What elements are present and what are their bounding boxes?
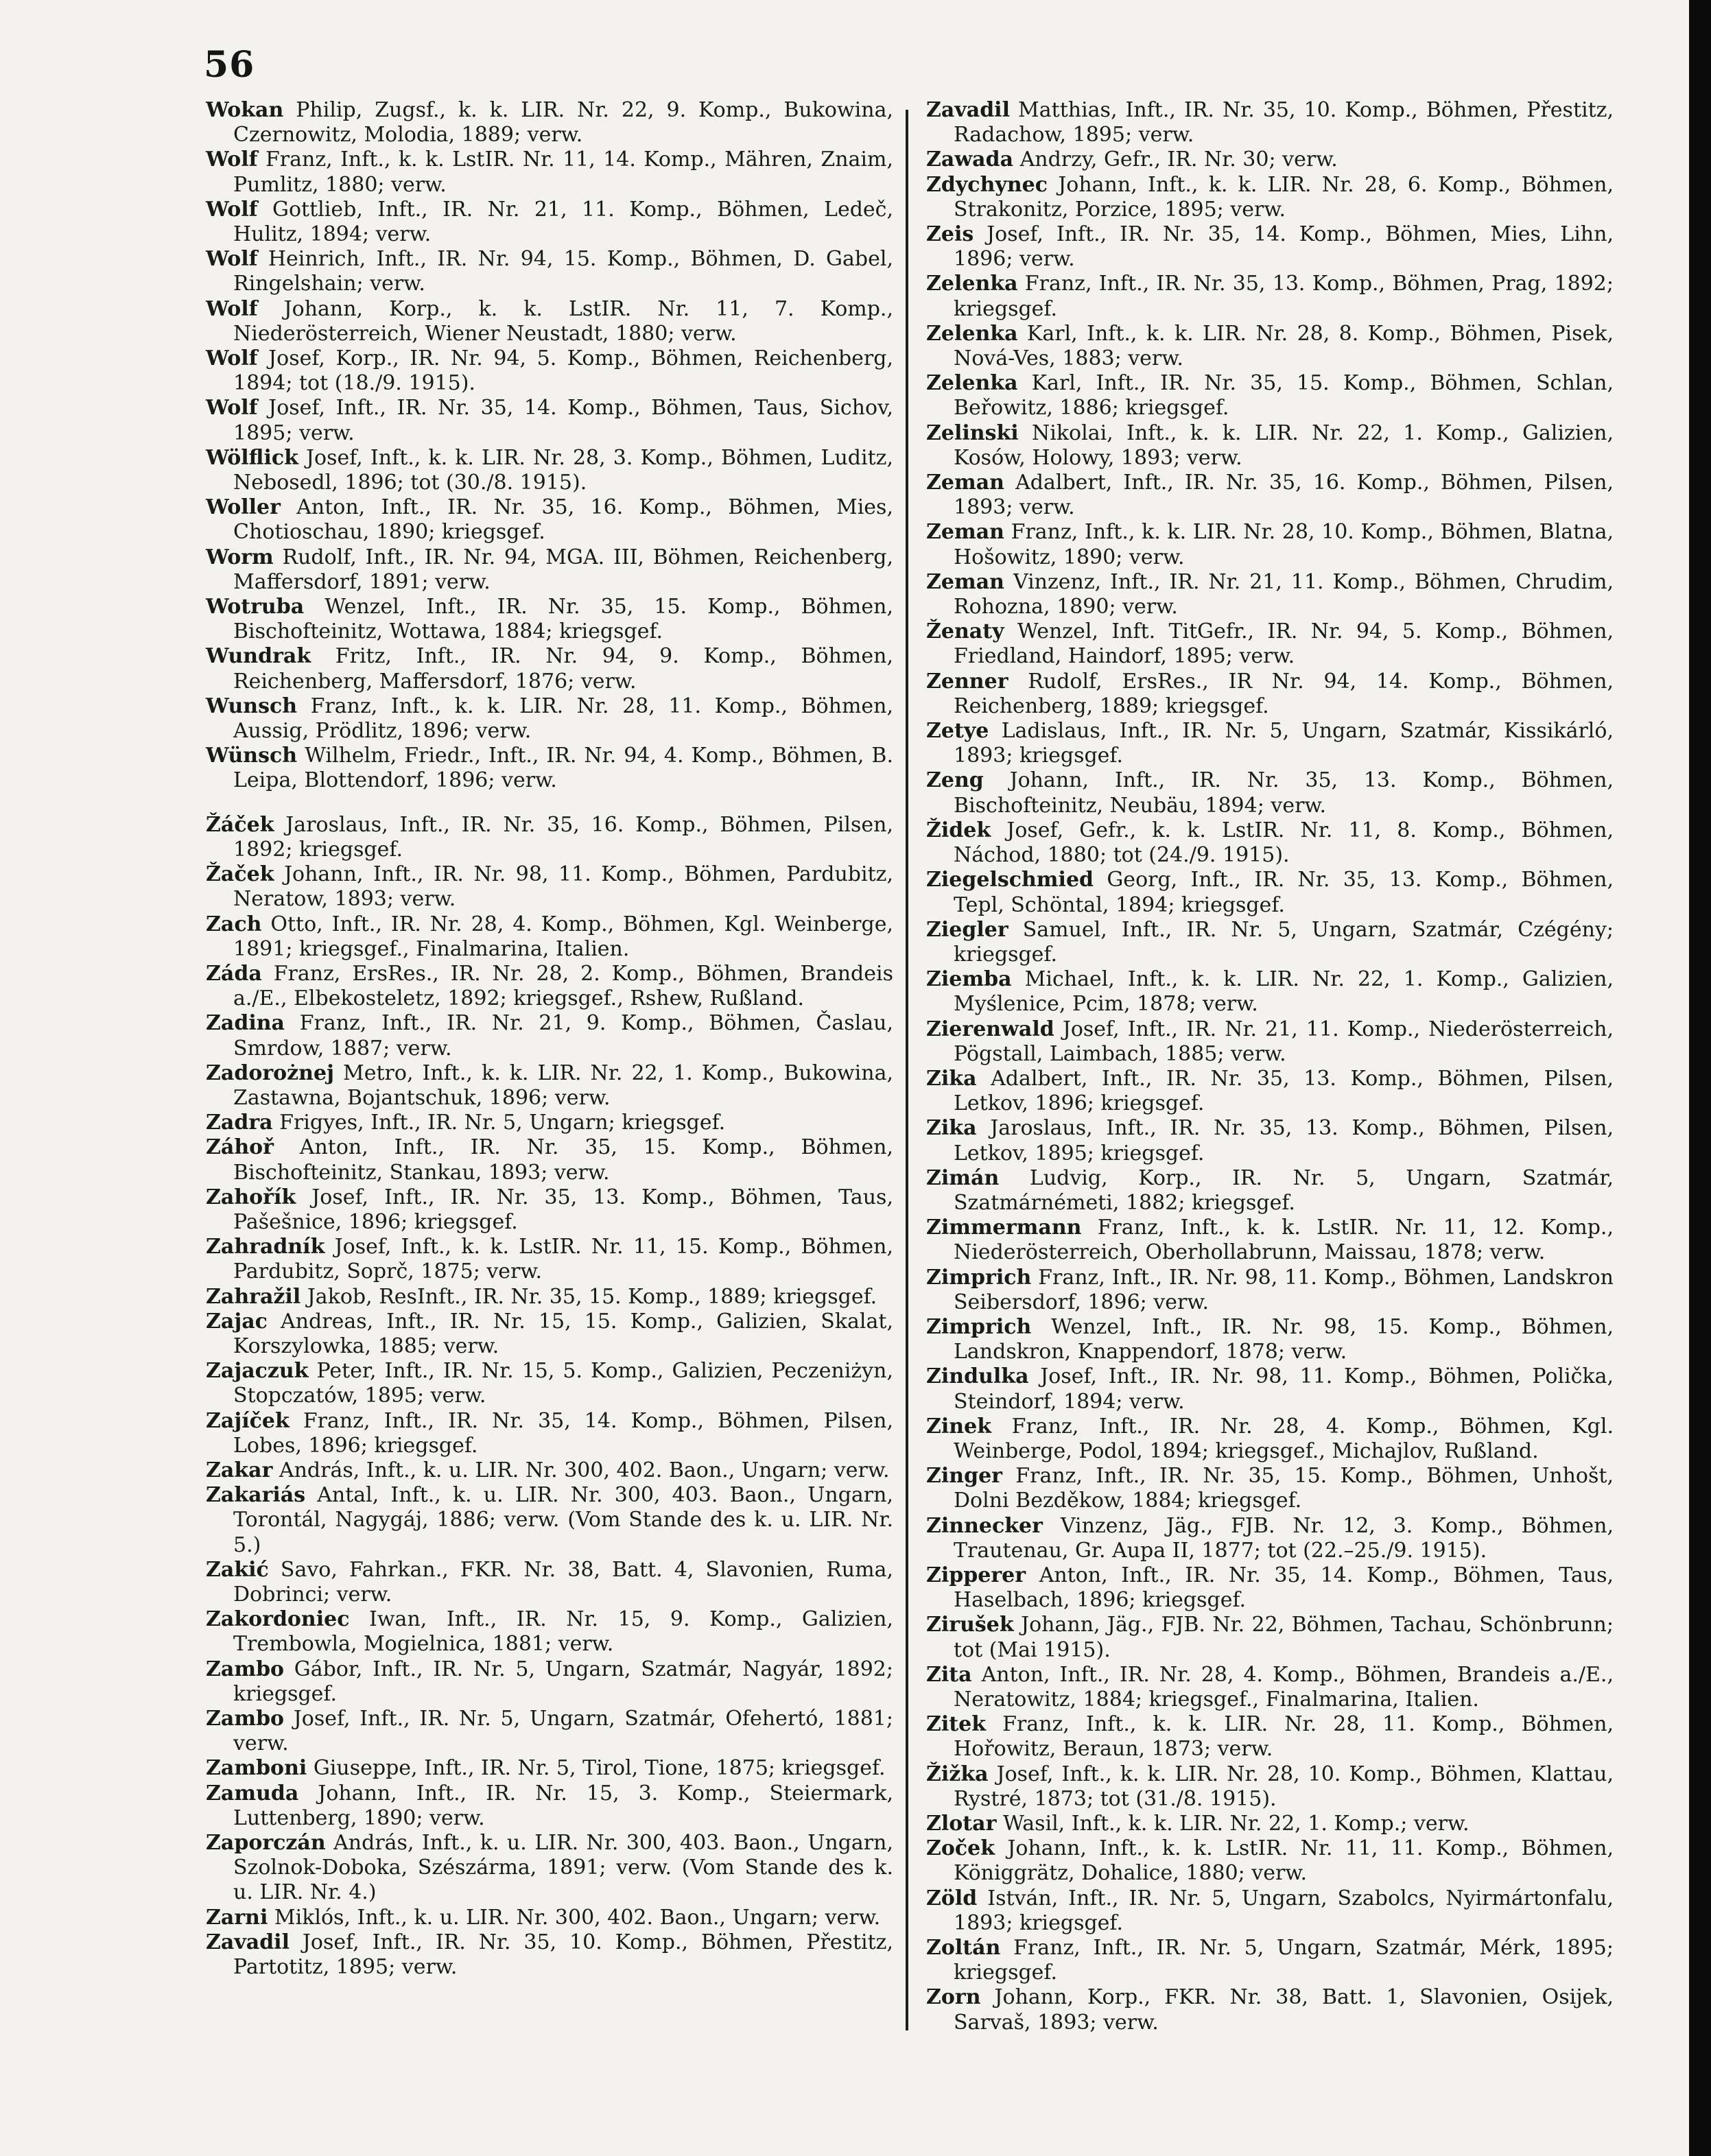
roster-entry — [206, 1359, 893, 1408]
left-column — [206, 98, 893, 1980]
entry-details: Rudolf, Inft., IR. Nr. 94, MGA. III, Böhmen, Reichenberg, Maffersdorf, 1891; verw. — [233, 545, 893, 594]
entry-surname: Worm — [206, 545, 274, 569]
entry-details: István, Inft., IR. Nr. 5, Ungarn, Szabolcs, Nyirmártonfalu, 1893; kriegsgef. — [954, 1886, 1614, 1935]
entry-surname: Wolf — [206, 296, 258, 321]
roster-entry — [926, 1266, 1614, 1315]
entry-surname: Zinek — [926, 1414, 991, 1438]
entry-surname: Zeis — [926, 222, 974, 247]
roster-entry — [206, 147, 893, 197]
entry-details: Franz, Inft., IR. Nr. 35, 13. Komp., Böhmen, Prag, 1892; kriegsgef. — [954, 272, 1614, 321]
entry-surname: Záhoř — [206, 1135, 274, 1160]
entry-details: Josef, Inft., IR. Nr. 21, 11. Komp., Niederösterreich, Pögstall, Laimbach, 1885; verw. — [954, 1017, 1614, 1066]
left-column-z-entries — [206, 813, 893, 1980]
entry-surname: Zimprich — [926, 1314, 1032, 1339]
entry-details: Gottlieb, Inft., IR. Nr. 21, 11. Komp., Böhmen, Ledeč, Hulitz, 1894; verw. — [233, 197, 893, 247]
entry-details: András, Inft., k. u. LIR. Nr. 300, 402. Baon., Ungarn; verw. — [279, 1458, 890, 1482]
entry-details: Ludvig, Korp., IR. Nr. 5, Ungarn, Szatmár, Szatmárnémeti, 1882; kriegsgef. — [954, 1165, 1614, 1215]
entry-details: Josef, Korp., IR. Nr. 94, 5. Komp., Böhmen, Reichenberg, 1894; tot (18./9. 1915). — [233, 346, 893, 396]
roster-entry — [206, 744, 893, 793]
entry-surname: Zöld — [926, 1886, 978, 1910]
entry-surname: Zamuda — [206, 1781, 299, 1805]
roster-entry — [206, 1285, 893, 1310]
entry-details: Franz, ErsRes., IR. Nr. 28, 2. Komp., Böhmen, Brandeis a./E., Elbekosteletz, 1892; kriegsgef., Rshew, Rußland. — [233, 961, 893, 1011]
roster-entry — [926, 1514, 1614, 1563]
roster-entry — [926, 147, 1614, 172]
entry-details: Heinrich, Inft., IR. Nr. 94, 15. Komp., Böhmen, D. Gabel, Ringelshain; verw. — [233, 247, 893, 296]
entry-details: Franz, Inft., k. k. LIR. Nr. 28, 10. Komp., Böhmen, Blatna, Hošowitz, 1890; verw. — [954, 520, 1614, 569]
entry-details: Anton, Inft., IR. Nr. 35, 16. Komp., Böhmen, Mies, Chotioschau, 1890; kriegsgef. — [233, 495, 893, 545]
roster-entry — [206, 1235, 893, 1284]
entry-surname: Ziegler — [926, 917, 1008, 942]
roster-entry — [206, 545, 893, 595]
entry-surname: Zetye — [926, 719, 989, 744]
roster-entry — [206, 595, 893, 644]
roster-entry — [926, 371, 1614, 420]
entry-details: Franz, Inft., IR. Nr. 98, 11. Komp., Böhmen, Landskron Seibersdorf, 1896; verw. — [954, 1265, 1614, 1314]
entry-surname: Zajaczuk — [206, 1359, 309, 1384]
entry-surname: Zita — [926, 1662, 972, 1687]
roster-entry — [206, 346, 893, 396]
entry-details: Jaroslaus, Inft., IR. Nr. 35, 13. Komp., Böhmen, Pilsen, Letkov, 1895; kriegsgef. — [954, 1116, 1614, 1165]
roster-entry — [926, 570, 1614, 619]
roster-entry — [206, 1930, 893, 1980]
entry-surname: Wundrak — [206, 644, 311, 669]
left-column-w-entries — [206, 98, 893, 794]
roster-entry — [926, 222, 1614, 272]
roster-entry — [206, 98, 893, 147]
roster-entry — [206, 694, 893, 744]
entry-details: Franz, Inft., k. k. LstIR. Nr. 11, 12. Komp., Niederösterreich, Oberhollabrunn, Maissau, 1878; verw. — [954, 1216, 1614, 1265]
entry-details: Peter, Inft., IR. Nr. 15, 5. Komp., Galizien, Peczeniżyn, Stopczatów, 1895; verw. — [233, 1359, 893, 1408]
roster-entry — [926, 1762, 1614, 1812]
roster-entry — [206, 198, 893, 247]
entry-details: Andrzy, Gefr., IR. Nr. 30; verw. — [1019, 147, 1338, 172]
entry-details: Savo, Fahrkan., FKR. Nr. 38, Batt. 4, Slavonien, Ruma, Dobrinci; verw. — [233, 1557, 893, 1607]
roster-entry — [206, 1781, 893, 1831]
roster-entry — [206, 1111, 893, 1135]
entry-details: Franz, Inft., IR. Nr. 21, 9. Komp., Böhmen, Časlau, Smrdow, 1887; verw. — [233, 1011, 893, 1061]
entry-surname: Zambo — [206, 1707, 285, 1731]
roster-entry — [926, 967, 1614, 1017]
entry-details: Gábor, Inft., IR. Nr. 5, Ungarn, Szatmár, Nagyár, 1892; kriegsgef. — [233, 1657, 893, 1706]
entry-surname: Zeman — [926, 520, 1004, 545]
roster-entry — [926, 1464, 1614, 1513]
entry-surname: Zarni — [206, 1905, 268, 1930]
roster-entry — [926, 1216, 1614, 1265]
entry-details: Johann, Jäg., FJB. Nr. 22, Böhmen, Tachau, Schönbrunn; tot (Mai 1915). — [954, 1613, 1614, 1662]
roster-entry — [206, 297, 893, 346]
roster-entry — [926, 421, 1614, 471]
entry-details: Matthias, Inft., IR. Nr. 35, 10. Komp., Böhmen, Přestitz, Radachow, 1895; verw. — [954, 98, 1614, 147]
entry-details: Josef, Gefr., k. k. LstIR. Nr. 11, 8. Komp., Böhmen, Náchod, 1880; tot (24./9. 1915). — [954, 818, 1614, 868]
roster-entry — [926, 520, 1614, 569]
entry-surname: Zika — [926, 1116, 977, 1141]
entry-surname: Zahradník — [206, 1235, 325, 1259]
roster-entry — [926, 1116, 1614, 1165]
entry-surname: Zavadil — [926, 98, 1010, 122]
roster-entry — [926, 768, 1614, 818]
entry-surname: Zahořík — [206, 1185, 296, 1209]
column-divider — [906, 110, 908, 2030]
entry-surname: Zitek — [926, 1712, 987, 1737]
roster-entry — [926, 1017, 1614, 1067]
entry-details: Rudolf, ErsRes., IR Nr. 94, 14. Komp., Böhmen, Reichenberg, 1889; kriegsgef. — [954, 669, 1614, 718]
entry-details: Wenzel, Inft., IR. Nr. 35, 15. Komp., Böhmen, Bischofteinitz, Wottawa, 1884; kriegsgef. — [233, 595, 893, 644]
roster-entry — [206, 396, 893, 445]
roster-entry — [206, 1061, 893, 1111]
entry-surname: Zeng — [926, 768, 984, 793]
entry-surname: Wolf — [206, 396, 258, 420]
entry-surname: Zindulka — [926, 1364, 1029, 1389]
roster-entry — [926, 918, 1614, 967]
entry-details: Fritz, Inft., IR. Nr. 94, 9. Komp., Böhmen, Reichenberg, Maffersdorf, 1876; verw. — [233, 644, 893, 694]
entry-details: Franz, Inft., k. k. LIR. Nr. 28, 11. Komp., Böhmen, Aussig, Prödlitz, 1896; verw. — [233, 694, 894, 744]
entry-surname: Zajac — [206, 1309, 268, 1334]
entry-details: Adalbert, Inft., IR. Nr. 35, 13. Komp., Böhmen, Pilsen, Letkov, 1896; kriegsgef. — [954, 1066, 1614, 1116]
roster-entry — [206, 1135, 893, 1185]
entry-details: Josef, Inft., k. k. LIR. Nr. 28, 10. Komp., Böhmen, Klattau, Rystré, 1873; tot (31./8. 1915). — [954, 1762, 1614, 1811]
roster-entry — [926, 1663, 1614, 1712]
entry-details: Karl, Inft., IR. Nr. 35, 15. Komp., Böhmen, Schlan, Beřowitz, 1886; kriegsgef. — [954, 371, 1614, 420]
entry-surname: Žáček — [206, 812, 274, 837]
roster-entry — [206, 1756, 893, 1781]
entry-surname: Zelenka — [926, 321, 1018, 346]
roster-entry — [206, 1458, 893, 1483]
entry-surname: Zoltán — [926, 1936, 1001, 1960]
right-column — [926, 98, 1614, 2035]
entry-surname: Zakar — [206, 1458, 273, 1482]
entry-surname: Zakić — [206, 1557, 269, 1582]
roster-entry — [206, 1310, 893, 1359]
roster-entry — [926, 1166, 1614, 1216]
entry-details: Vinzenz, Jäg., FJB. Nr. 12, 3. Komp., Böhmen, Trautenau, Gr. Aupa II, 1877; tot (22.–25./9. 1915). — [954, 1513, 1614, 1563]
entry-surname: Zahražil — [206, 1284, 301, 1309]
entry-surname: Wunsch — [206, 694, 298, 718]
entry-details: Wilhelm, Friedr., Inft., IR. Nr. 94, 4. Komp., Böhmen, B. Leipa, Blottendorf, 1896; verw. — [233, 744, 893, 793]
entry-details: Iwan, Inft., IR. Nr. 15, 9. Komp., Galizien, Trembowla, Mogielnica, 1881; verw. — [233, 1607, 893, 1657]
entry-details: Vinzenz, Inft., IR. Nr. 21, 11. Komp., Böhmen, Chrudim, Rohozna, 1890; verw. — [954, 569, 1614, 619]
entry-details: Franz, Inft., k. k. LIR. Nr. 28, 11. Komp., Böhmen, Hořowitz, Beraun, 1873; verw. — [954, 1712, 1614, 1762]
entry-surname: Wotruba — [206, 595, 305, 619]
roster-entry — [926, 1936, 1614, 1985]
entry-details: Wasil, Inft., k. k. LIR. Nr. 22, 1. Komp.; verw. — [1002, 1812, 1470, 1836]
entry-details: Johann, Korp., FKR. Nr. 38, Batt. 1, Slavonien, Osijek, Sarvaš, 1893; verw. — [954, 1985, 1614, 2035]
roster-entry — [206, 495, 893, 545]
roster-entry — [926, 818, 1614, 868]
roster-entry — [206, 1409, 893, 1458]
entry-surname: Zadra — [206, 1111, 273, 1135]
entry-details: Josef, Inft., IR. Nr. 35, 13. Komp., Böhmen, Taus, Pašešnice, 1896; kriegsgef. — [233, 1185, 893, 1234]
roster-entry — [926, 322, 1614, 371]
entry-surname: Wünsch — [206, 744, 298, 768]
roster-entry — [206, 912, 893, 962]
entry-details: Johann, Inft., IR. Nr. 35, 13. Komp., Böhmen, Bischofteinitz, Neubäu, 1894; verw. — [954, 768, 1614, 818]
right-column-z-entries — [926, 98, 1614, 2035]
entry-details: Johann, Inft., k. k. LstIR. Nr. 11, 11. Komp., Böhmen, Königgrätz, Dohalice, 1880; verw. — [954, 1836, 1614, 1886]
entry-surname: Zirušek — [926, 1613, 1014, 1637]
entry-surname: Wölflick — [206, 445, 298, 470]
entry-details: Ladislaus, Inft., IR. Nr. 5, Ungarn, Szatmár, Kissikárló, 1893; kriegsgef. — [954, 719, 1614, 768]
entry-details: Anton, Inft., IR. Nr. 28, 4. Komp., Böhmen, Brandeis a./E., Neratowitz, 1884; kriegsgef., Finalmarina, Italien. — [954, 1662, 1614, 1711]
scan-edge — [1689, 0, 1711, 2156]
section-gap — [206, 794, 893, 813]
entry-surname: Zadina — [206, 1011, 285, 1036]
entry-details: Wenzel, Inft., IR. Nr. 98, 15. Komp., Böhmen, Landskron, Knappendorf, 1878; verw. — [954, 1314, 1614, 1364]
entry-surname: Zaporczán — [206, 1831, 326, 1856]
entry-surname: Žaček — [206, 862, 274, 887]
entry-surname: Zika — [926, 1066, 977, 1091]
entry-details: Johann, Inft., IR. Nr. 15, 3. Komp., Steiermark, Luttenberg, 1890; verw. — [233, 1781, 893, 1830]
roster-entry — [926, 670, 1614, 719]
entry-details: Josef, Inft., IR. Nr. 35, 10. Komp., Böhmen, Přestitz, Partotitz, 1895; verw. — [233, 1930, 893, 1980]
roster-entry — [926, 719, 1614, 768]
entry-surname: Zambo — [206, 1657, 285, 1681]
entry-details: Samuel, Inft., IR. Nr. 5, Ungarn, Szatmár, Czégény; kriegsgef. — [954, 917, 1614, 967]
entry-surname: Zeman — [926, 471, 1004, 495]
roster-entry — [206, 446, 893, 495]
entry-surname: Zavadil — [206, 1930, 290, 1954]
roster-entry — [206, 1657, 893, 1707]
entry-details: Andreas, Inft., IR. Nr. 15, 15. Komp., Galizien, Skalat, Korszylowka, 1885; verw. — [233, 1309, 893, 1358]
roster-entry — [926, 1712, 1614, 1762]
entry-details: Adalbert, Inft., IR. Nr. 35, 16. Komp., Böhmen, Pilsen, 1893; verw. — [954, 471, 1614, 520]
entry-surname: Zinger — [926, 1464, 1002, 1489]
entry-details: Franz, Inft., IR. Nr. 35, 15. Komp., Böhmen, Unhošt, Dolni Bezděkow, 1884; kriegsgef. — [954, 1464, 1614, 1513]
entry-surname: Zakariás — [206, 1483, 306, 1508]
entry-details: Josef, Inft., IR. Nr. 98, 11. Komp., Böhmen, Polička, Steindorf, 1894; verw. — [954, 1364, 1614, 1414]
entry-surname: Zierenwald — [926, 1017, 1054, 1041]
entry-surname: Zajíček — [206, 1408, 290, 1433]
roster-entry — [206, 1011, 893, 1061]
entry-surname: Zimán — [926, 1165, 1000, 1190]
roster-entry — [206, 1185, 893, 1235]
roster-entry — [926, 173, 1614, 222]
entry-surname: Zipperer — [926, 1563, 1026, 1587]
entry-details: Josef, Inft., IR. Nr. 5, Ungarn, Szatmár, Ofehertó, 1881; verw. — [233, 1707, 893, 1756]
roster-entry — [206, 1906, 893, 1930]
entry-surname: Záda — [206, 961, 262, 986]
entry-surname: Zelenka — [926, 272, 1018, 296]
roster-entry — [926, 1364, 1614, 1414]
entry-details: Giuseppe, Inft., IR. Nr. 5, Tirol, Tione, 1875; kriegsgef. — [313, 1756, 886, 1781]
entry-details: Johann, Inft., IR. Nr. 98, 11. Komp., Böhmen, Pardubitz, Neratow, 1893; verw. — [233, 862, 893, 912]
entry-details: Franz, Inft., IR. Nr. 28, 4. Komp., Böhmen, Kgl. Weinberge, Podol, 1894; kriegsgef., Michajlov, Rußland. — [954, 1414, 1614, 1463]
roster-entry — [206, 1707, 893, 1756]
entry-details: Philip, Zugsf., k. k. LIR. Nr. 22, 9. Komp., Bukowina, Czernowitz, Molodia, 1889; verw. — [233, 98, 893, 147]
entry-details: Josef, Inft., k. k. LIR. Nr. 28, 3. Komp., Böhmen, Luditz, Nebosedl, 1896; tot (30./8. 1915). — [233, 445, 893, 495]
entry-details: András, Inft., k. u. LIR. Nr. 300, 403. Baon., Ungarn, Szolnok-Doboka, Szészárma, 1891; verw. (Vom Stande des k. u. LIR. Nr. 4.) — [233, 1831, 894, 1905]
entry-surname: Zinnecker — [926, 1513, 1043, 1538]
entry-surname: Žižka — [926, 1762, 989, 1786]
entry-details: Franz, Inft., IR. Nr. 35, 14. Komp., Böhmen, Pilsen, Lobes, 1896; kriegsgef. — [233, 1408, 893, 1458]
roster-entry — [206, 862, 893, 912]
roster-entry — [926, 1067, 1614, 1116]
roster-entry — [206, 1607, 893, 1657]
roster-entry — [206, 247, 893, 296]
entry-details: Johann, Korp., k. k. LstIR. Nr. 11, 7. Komp., Niederösterreich, Wiener Neustadt, 1880; verw. — [233, 296, 893, 346]
entry-surname: Židek — [926, 818, 991, 842]
entry-surname: Zawada — [926, 147, 1014, 172]
roster-entry — [926, 619, 1614, 669]
entry-surname: Zlotar — [926, 1812, 997, 1836]
roster-entry — [926, 272, 1614, 321]
roster-entry — [206, 1831, 893, 1906]
entry-surname: Zamboni — [206, 1756, 307, 1781]
entry-details: Frigyes, Inft., IR. Nr. 5, Ungarn; kriegsgef. — [279, 1111, 726, 1135]
entry-details: Nikolai, Inft., k. k. LIR. Nr. 22, 1. Komp., Galizien, Kosów, Holowy, 1893; verw. — [954, 420, 1614, 470]
entry-surname: Zakordoniec — [206, 1607, 350, 1632]
roster-entry — [926, 1563, 1614, 1613]
entry-details: Josef, Inft., IR. Nr. 35, 14. Komp., Böhmen, Mies, Lihn, 1896; verw. — [954, 222, 1614, 272]
page-number: 56 — [204, 44, 255, 86]
roster-entry — [926, 1414, 1614, 1464]
entry-surname: Zimmermann — [926, 1216, 1082, 1240]
entry-surname: Wolf — [206, 147, 258, 172]
entry-surname: Zdychynec — [926, 172, 1048, 197]
roster-entry — [926, 471, 1614, 520]
entry-details: Metro, Inft., k. k. LIR. Nr. 22, 1. Komp., Bukowina, Zastawna, Bojantschuk, 1896; verw. — [233, 1061, 893, 1110]
entry-details: Karl, Inft., k. k. LIR. Nr. 28, 8. Komp., Böhmen, Pisek, Nová-Ves, 1883; verw. — [954, 321, 1614, 371]
entry-details: Franz, Inft., k. k. LstIR. Nr. 11, 14. Komp., Mähren, Znaim, Pumlitz, 1880; verw. — [233, 147, 893, 197]
entry-details: Antal, Inft., k. u. LIR. Nr. 300, 403. Baon., Ungarn, Torontál, Nagygáj, 1886; verw. (Vom Stande des k. u. LIR. Nr. 5.) — [233, 1483, 893, 1557]
roster-entry — [926, 98, 1614, 147]
entry-details: Miklós, Inft., k. u. LIR. Nr. 300, 402. Baon., Ungarn; verw. — [274, 1905, 881, 1930]
roster-entry — [206, 1483, 893, 1558]
entry-details: Anton, Inft., IR. Nr. 35, 14. Komp., Böhmen, Taus, Haselbach, 1896; kriegsgef. — [954, 1563, 1614, 1613]
roster-entry — [926, 1886, 1614, 1936]
entry-surname: Ziegelschmied — [926, 868, 1094, 892]
entry-details: Anton, Inft., IR. Nr. 35, 15. Komp., Böhmen, Bischofteinitz, Stankau, 1893; verw. — [233, 1135, 893, 1185]
entry-surname: Wolf — [206, 197, 258, 222]
entry-details: Josef, Inft., k. k. LstIR. Nr. 11, 15. Komp., Böhmen, Pardubitz, Soprč, 1875; verw. — [233, 1235, 893, 1284]
entry-details: Franz, Inft., IR. Nr. 5, Ungarn, Szatmár, Mérk, 1895; kriegsgef. — [954, 1936, 1614, 1985]
roster-entry — [206, 813, 893, 862]
entry-details: Wenzel, Inft. TitGefr., IR. Nr. 94, 5. Komp., Böhmen, Friedland, Haindorf, 1895; verw. — [954, 619, 1614, 669]
roster-entry — [206, 1558, 893, 1607]
entry-details: Jaroslaus, Inft., IR. Nr. 35, 16. Komp., Böhmen, Pilsen, 1892; kriegsgef. — [233, 812, 893, 862]
entry-details: Josef, Inft., IR. Nr. 35, 14. Komp., Böhmen, Taus, Sichov, 1895; verw. — [233, 396, 893, 445]
entry-surname: Zorn — [926, 1985, 981, 2010]
roster-entry — [926, 1985, 1614, 2035]
entry-surname: Zimprich — [926, 1265, 1032, 1290]
roster-entry — [926, 1613, 1614, 1662]
roster-entry — [926, 1836, 1614, 1886]
entry-details: Georg, Inft., IR. Nr. 35, 13. Komp., Böhmen, Tepl, Schöntal, 1894; kriegsgef. — [954, 868, 1614, 917]
entry-surname: Zelinski — [926, 420, 1019, 445]
entry-details: Otto, Inft., IR. Nr. 28, 4. Komp., Böhmen, Kgl. Weinberge, 1891; kriegsgef., Finalmarina, Italien. — [233, 912, 893, 961]
roster-entry — [206, 644, 893, 694]
roster-entry — [926, 868, 1614, 917]
entry-surname: Ženaty — [926, 619, 1004, 644]
entry-surname: Wokan — [206, 98, 284, 122]
entry-surname: Wolf — [206, 346, 258, 371]
entry-details: Michael, Inft., k. k. LIR. Nr. 22, 1. Komp., Galizien, Myślenice, Pcim, 1878; verw. — [954, 967, 1614, 1017]
entry-surname: Ziemba — [926, 967, 1012, 992]
entry-surname: Zenner — [926, 669, 1008, 694]
entry-surname: Woller — [206, 495, 281, 520]
entry-surname: Zelenka — [926, 371, 1018, 396]
entry-surname: Zach — [206, 912, 262, 936]
entry-details: Jakob, ResInft., IR. Nr. 35, 15. Komp., 1889; kriegsgef. — [307, 1284, 877, 1309]
entry-surname: Wolf — [206, 247, 258, 272]
roster-entry — [926, 1812, 1614, 1836]
entry-details: Johann, Inft., k. k. LIR. Nr. 28, 6. Komp., Böhmen, Strakonitz, Porzice, 1895; verw. — [954, 172, 1614, 222]
entry-surname: Zoček — [926, 1836, 995, 1861]
roster-entry — [206, 962, 893, 1011]
entry-surname: Zadorożnej — [206, 1061, 334, 1085]
roster-entry — [926, 1315, 1614, 1364]
entry-surname: Zeman — [926, 569, 1004, 594]
